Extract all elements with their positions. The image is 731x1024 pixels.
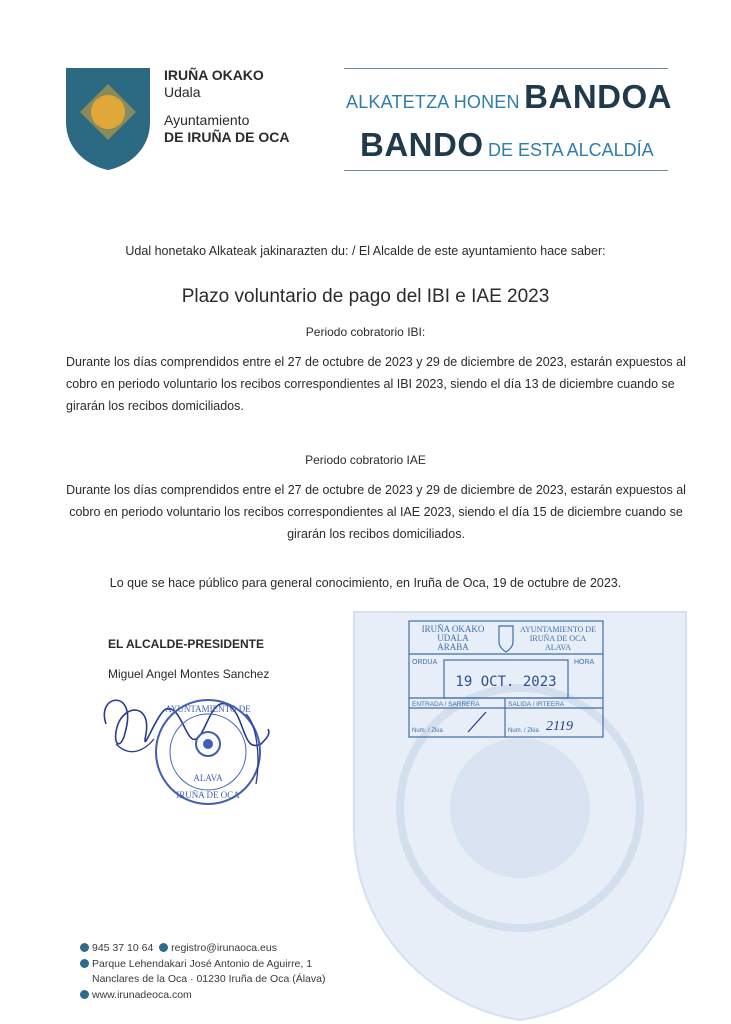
registry-stamp (408, 620, 604, 738)
footer-web[interactable]: www.irunadeoca.com (92, 988, 192, 1001)
bando-basque-small: ALKATETZA HONEN (346, 92, 520, 112)
signature-and-seal (96, 684, 276, 824)
iae-subtitle: Periodo cobratorio IAE (305, 453, 426, 467)
footer-address-1: Parque Lehendakari José Antonio de Aguirre, 1 (92, 957, 313, 970)
org-name-basque: IRUÑA OKAKO (164, 67, 264, 83)
footer-phone: 945 37 10 64 (92, 942, 154, 954)
signatory-name: Miguel Angel Montes Sanchez (108, 667, 270, 681)
signatory-role: EL ALCALDE-PRESIDENTE (108, 637, 265, 651)
intro-line: Udal honetako Alkateak jakinarazten du: / El Alcalde de este ayuntamiento hace saber: (125, 244, 606, 258)
footer-address-2: Nanclares de la Oca · 01230 Iruña de Oca (Álava) (92, 973, 326, 985)
stamp-num-label-right: Num. / Zkia (508, 728, 539, 734)
phone-icon (80, 943, 89, 952)
stamp-salida-label: SALIDA / IRTEERA (508, 701, 565, 708)
seal-text-bottom: IRUÑA DE OCA (176, 790, 240, 800)
stamp-right-title1: AYUNTAMIENTO DE (519, 625, 597, 634)
seal-text-top: AYUNTAMIENTO DE (165, 704, 251, 714)
document-title: Plazo voluntario de pago del IBI e IAE 2023 (181, 286, 550, 307)
stamp-right-title3: ALAVA (545, 643, 571, 652)
stamp-left-title1: IRUÑA OKAKO (421, 624, 485, 634)
closing-line: Lo que se hace público para general conocimiento, en Iruña de Oca, 19 de octubre de 2023. (109, 576, 622, 590)
stamp-entrada-label: ENTRADA / SARRERA (412, 701, 480, 708)
stamp-num-label-left: Num. / Zkia (412, 728, 443, 734)
bando-spanish-small: DE ESTA ALCALDÍA (487, 140, 654, 160)
ibi-paragraph: Durante los días comprendidos entre el 27 de octubre de 2023 y 29 de diciembre de 2023, estarán expuestos al cobro en periodo voluntario los recibos correspondientes al IBI 2023, siendo el día 13 de diciembre cuando se girarán los recibos domiciliados. (66, 355, 686, 413)
footer-line-3 (80, 972, 325, 988)
ibi-subtitle: Periodo cobratorio IBI: (305, 325, 426, 339)
stamp-left-title3: ARABA (437, 642, 469, 652)
org-type-basque: Udala (164, 84, 201, 100)
bando-heading-spanish (360, 126, 654, 164)
municipal-shield-logo (64, 66, 152, 172)
footer-line-2 (80, 957, 325, 973)
header-rule-top (344, 68, 668, 69)
stamp-left-title2: UDALA (437, 633, 469, 643)
bando-spanish-large: BANDO (360, 126, 484, 163)
stamp-date: 19 OCT. 2023 (455, 674, 557, 690)
contact-footer (80, 941, 325, 1003)
stamp-right-title2: IRUÑA DE OCA (529, 634, 587, 643)
bando-heading-basque (346, 78, 672, 116)
org-name-spanish: DE IRUÑA DE OCA (164, 129, 290, 145)
stamp-orduak-label: ORDUA (412, 659, 438, 666)
web-icon (80, 990, 89, 999)
bando-basque-large: BANDOA (524, 78, 672, 115)
footer-email[interactable]: registro@irunaoca.eus (171, 942, 277, 954)
header-rule-bottom (344, 170, 668, 171)
email-icon (159, 943, 168, 952)
org-type-spanish: Ayuntamiento (164, 112, 250, 128)
stamp-number: 2119 (546, 719, 573, 734)
stamp-hora-label: HORA (574, 659, 595, 666)
location-icon (80, 959, 89, 968)
seal-text-mid: ALAVA (193, 773, 223, 783)
iae-paragraph: Durante los días comprendidos entre el 27 de octubre de 2023 y 29 de diciembre de 2023, estarán expuestos al cobro en periodo voluntario los recibos correspondientes al IAE 2023, siendo el día 15 de diciembre cuando se girarán los recibos domiciliados. (66, 483, 686, 541)
footer-line-1 (80, 941, 325, 957)
footer-line-4 (80, 988, 325, 1004)
